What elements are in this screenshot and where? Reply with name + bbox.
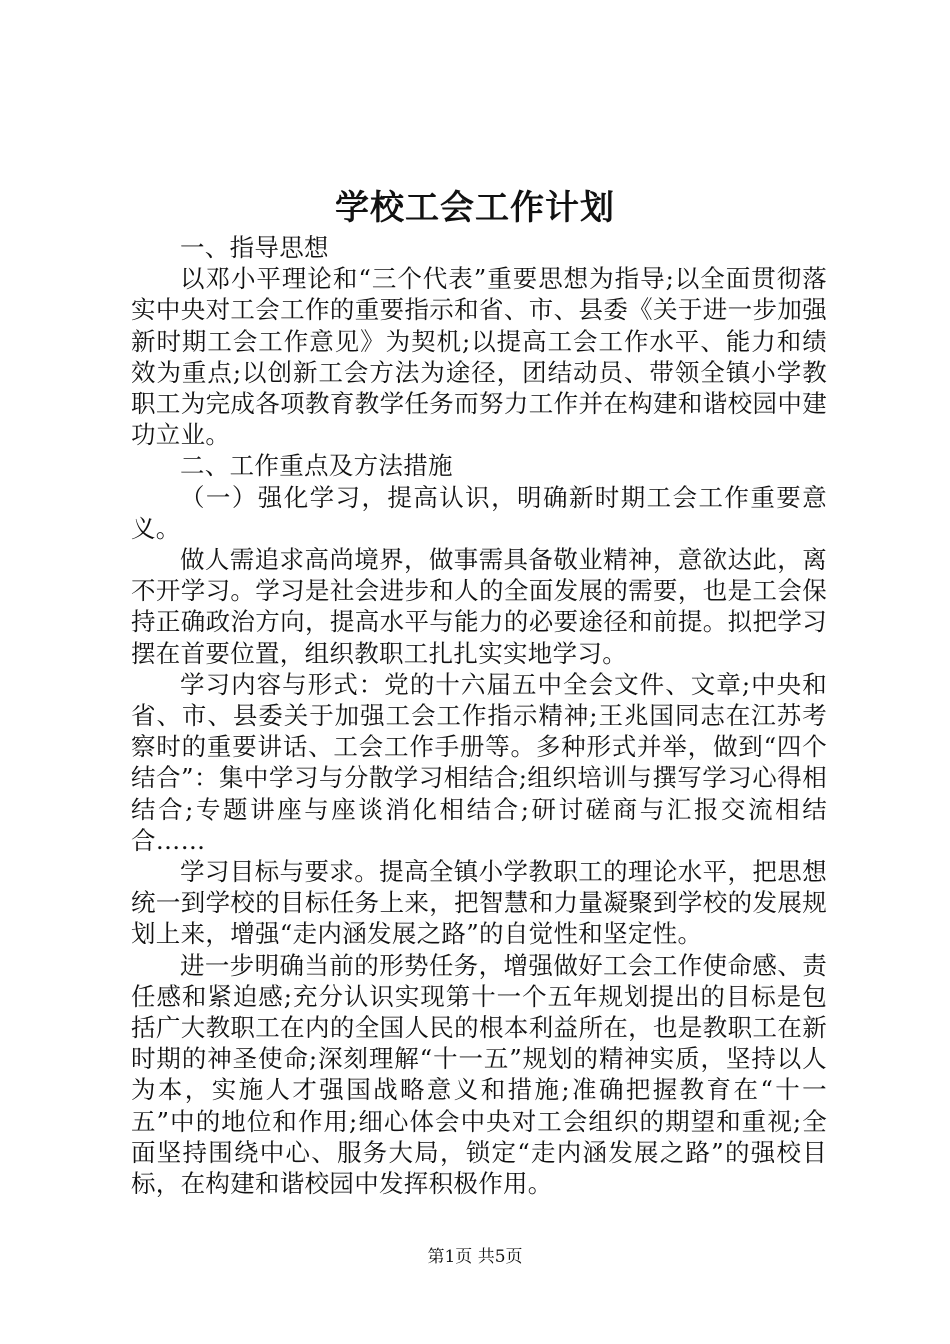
paragraph-study-content: 学习内容与形式：党的十六届五中全会文件、文章;中央和省、市、县委关于加强工会工作指示精神;王兆国同志在江苏考察时的重要讲话、工会工作手册等。多种形式并举，做到“四个结合”：集中学习与分散学习相结合;组织培训与撰写学习心得相结合;专题讲座与座谈消化相结合;研讨磋商与汇报交流相结合…… bbox=[131, 669, 827, 855]
document-title: 学校工会工作计划 bbox=[335, 188, 615, 228]
subsection-heading-study: （一）强化学习，提高认识，明确新时期工会工作重要意义。 bbox=[131, 482, 827, 543]
section-heading-guiding-ideology: 一、指导思想 bbox=[180, 233, 329, 262]
paragraph-situation-tasks: 进一步明确当前的形势任务，增强做好工会工作使命感、责任感和紧迫感;充分认识实现第十一个五年规划提出的目标是包括广大教职工在内的全国人民的根本利益所在，也是教职工在新时期的神圣使命;深刻理解“十一五”规划的精神实质，坚持以人为本，实施人才强国战略意义和措施;准确把握教育在“十一五”中的地位和作用;细心体会中央对工会组织的期望和重视;全面坚持围绕中心、服务大局，锁定“走内涵发展之路”的强校目标，在构建和谐校园中发挥积极作用。 bbox=[131, 950, 827, 1199]
paragraph-guiding-ideology: 以邓小平理论和“三个代表”重要思想为指导;以全面贯彻落实中央对工会工作的重要指示和省、市、县委《关于进一步加强新时期工会工作意见》为契机;以提高工会工作水平、能力和绩效为重点;以创新工会方法为途径，团结动员、带领全镇小学教职工为完成各项教育教学任务而努力工作并在构建和谐校园中建功立业。 bbox=[131, 264, 827, 450]
document-body bbox=[131, 232, 827, 1199]
paragraph-study-importance: 做人需追求高尚境界，做事需具备敬业精神，意欲达此，离不开学习。学习是社会进步和人的全面发展的需要，也是工会保持正确政治方向，提高水平与能力的必要途径和前提。拟把学习摆在首要位置，组织教职工扎扎实实地学习。 bbox=[131, 545, 827, 668]
page-footer: 第1页 共5页 bbox=[427, 1247, 523, 1267]
paragraph-study-goals: 学习目标与要求。提高全镇小学教职工的理论水平，把思想统一到学校的目标任务上来，把智慧和力量凝聚到学校的发展规划上来，增强“走内涵发展之路”的自觉性和坚定性。 bbox=[131, 857, 827, 949]
section-heading-key-work: 二、工作重点及方法措施 bbox=[180, 451, 453, 481]
